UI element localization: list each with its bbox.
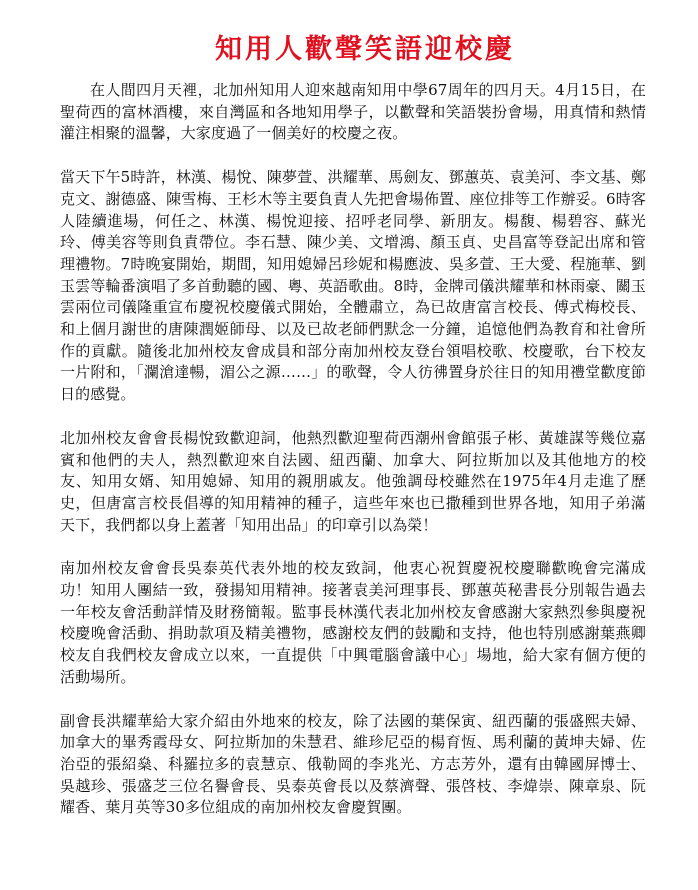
article-paragraph-4: 南加州校友會會長吳泰英代表外地的校友致詞，他衷心祝賀慶祝校慶聯歡晚會完滿成功！知用人團結一致，發揚知用精神。接著袁美河理事長、鄧蕙英秘書長分別報告過去一年校友會活動詳情及財務簡報。監事長林漢代表北加州校友會感謝大家熱烈參與慶祝校慶晚會活動、捐助款項及精美禮物，感謝校友們的鼓勵和支持，他也特別感謝葉燕卿校友自我們校友會成立以來，一直提供「中興電腦會議中心」場地，給大家有個方便的活動場所。 xyxy=(60,559,646,686)
article-paragraph-2: 當天下午5時許，林漢、楊悅、陳夢萱、洪耀華、馬劍友、鄧蕙英、袁美河、李文基、鄭克文、謝德盛、陳雪梅、王杉木等主要負責人先把會場佈置、座位排等工作辦妥。6時客人陸續進場，何任之、林漢、楊悅迎接、招呼老同學、新朋友。楊馥、楊碧容、蘇光玲、傅美容等則負責帶位。李石慧、陳少美、文增鴻、顏玉貞、史昌富等登記出席和管理禮物。7時晚宴開始，期間，知用媳婦呂珍妮和楊應波、吳多萱、王大愛、程施華、劉玉雲等輪番演唱了多首動聽的國、粵、英語歌曲。8時，金牌司儀洪耀華和林雨豪、關玉雲兩位司儀隆重宣布慶祝校慶儀式開始，全體肅立，為已故唐富言校長、傅式梅校長、和上個月謝世的唐陳潤姬師母、以及已故老師們默念一分鐘，追憶他們為教育和社會所作的貢獻。隨後北加州校友會成員和部分南加州校友登台領唱校歌、校慶歌，台下校友一片附和，「瀾滄達暢，湄公之源……」的歌聲，令人彷彿置身於往日的知用禮堂歡度節日的感覺。 xyxy=(60,168,646,404)
article-title: 知用人歡聲笑語迎校慶 xyxy=(215,34,515,65)
article-paragraph-3: 北加州校友會會長楊悅致歡迎詞，他熱烈歡迎聖荷西潮州會館張子彬、黃雄謀等幾位嘉賓和他們的夫人，熱烈歡迎來自法國、紐西蘭、加拿大、阿拉斯加以及其他地方的校友、知用女婿、知用媳婦、知用的親朋戚友。他強調母校雖然在1975年4月走進了歷史，但唐富言校長倡導的知用精神的種子，這些年來也已撒種到世界各地，知用子弟滿天下，我們都以身上蓋著「知用出品」的印章引以為榮！ xyxy=(60,428,646,534)
article-paragraph-1: 在人間四月天裡，北加州知用人迎來越南知用中學67周年的四月天。4月15日，在聖荷西的富林酒樓，來自灣區和各地知用學子，以歡聲和笑語裝扮會場，用真情和熱情灌注相聚的溫馨，大家度過了一個美好的校慶之夜。 xyxy=(60,81,646,143)
article-paragraph-5: 副會長洪耀華給大家介紹由外地來的校友，除了法國的葉保寅、紐西蘭的張盛熙夫婦、加拿大的畢秀霞母女、阿拉斯加的朱慧君、維珍尼亞的楊育恆、馬利蘭的黃坤夫婦、佐治亞的張紹燊、科羅拉多的袁慧京、俄勒岡的李兆光、方志芳外，還有由韓國屏博士、吳越珍、張盛芝三位名譽會長、吳泰英會長以及蔡濟聲、張啓枝、李煒崇、陳章泉、阮耀香、葉月英等30多位組成的南加州校友會慶賀團。 xyxy=(60,711,646,817)
